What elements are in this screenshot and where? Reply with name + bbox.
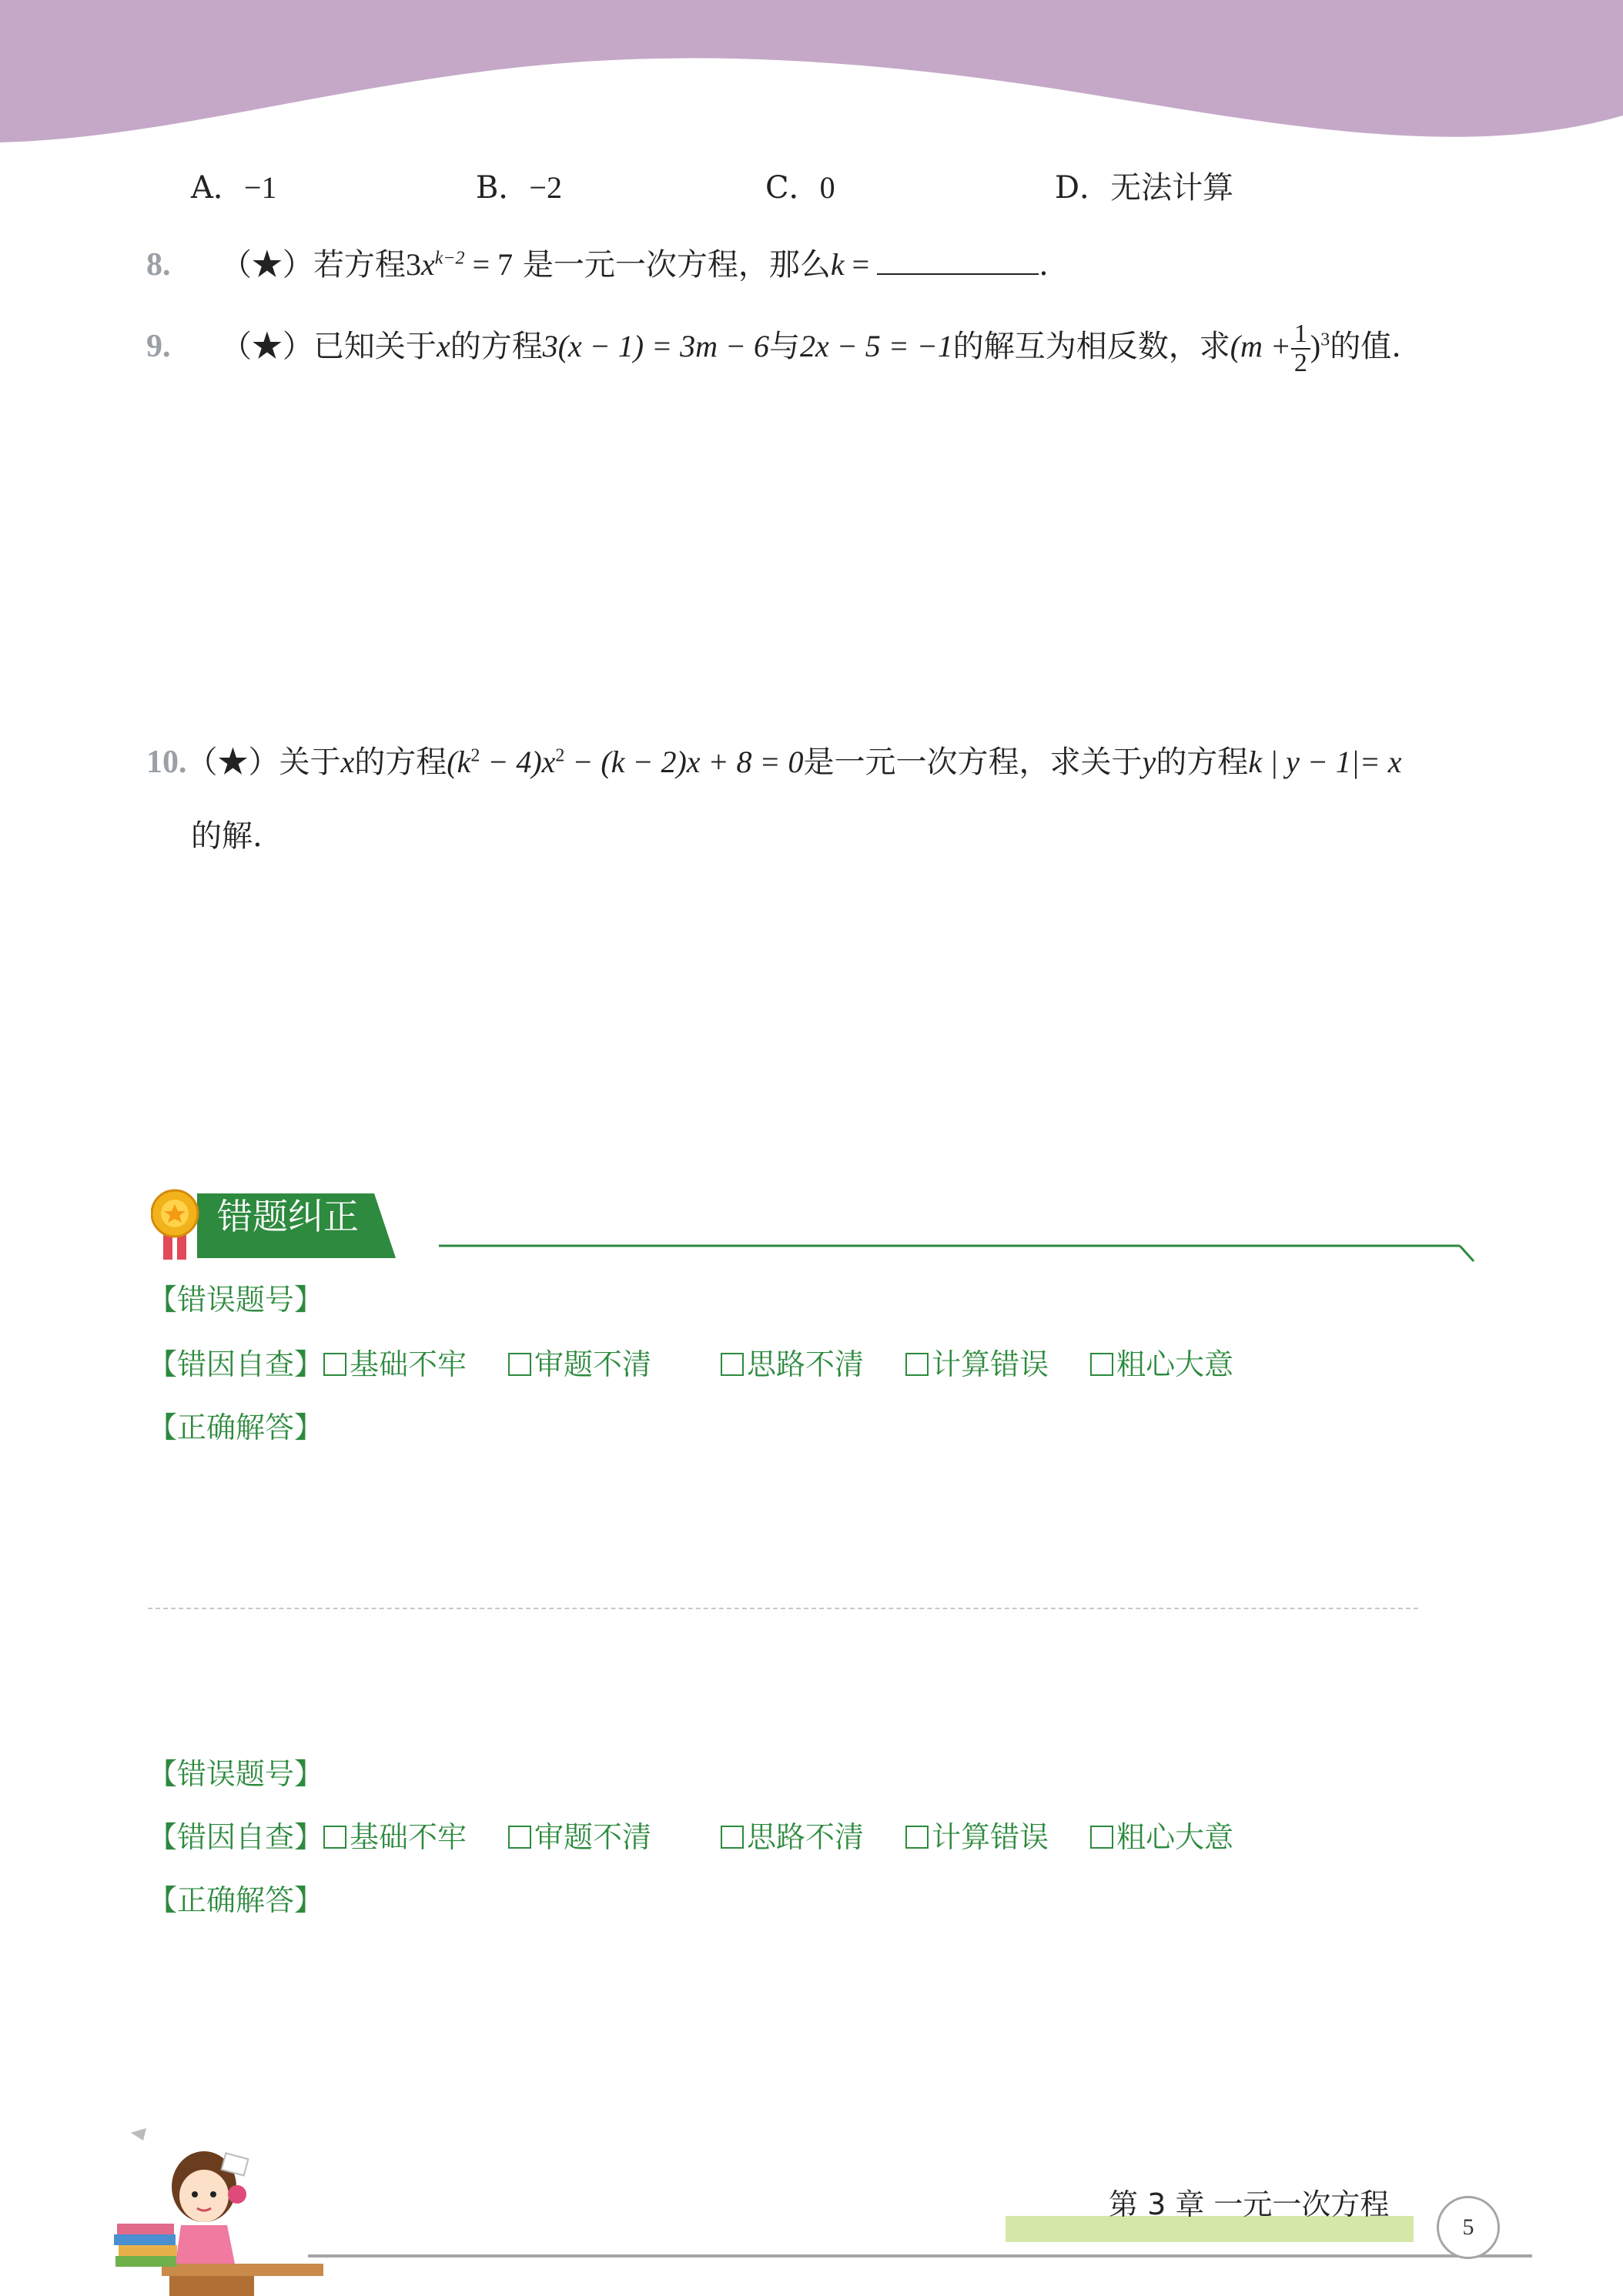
chapter-title: 第 3 章 一元一次方程 — [1109, 2187, 1390, 2221]
checkbox-icon — [905, 1353, 929, 1376]
cause-checkbox[interactable]: 思路不清 — [721, 1816, 864, 1859]
checkbox-icon — [1090, 1826, 1113, 1849]
question-10: 10.（★）关于x的方程$(k^2 - 4)x^2 - (k - 2)x + 8 = 0$是一元一次方程，求关于y的方程k | y − 1|= x — [146, 745, 1402, 780]
error-cause-row — [148, 1343, 1275, 1386]
medal-icon — [151, 1186, 200, 1263]
correct-answer-label: 【正确解答】 — [148, 1411, 324, 1444]
cause-checkbox[interactable]: 基础不牢 — [323, 1343, 467, 1386]
checkbox-icon — [508, 1826, 531, 1849]
checkbox-icon — [1090, 1353, 1113, 1376]
checkbox-icon — [721, 1353, 744, 1376]
error-cause-label: 【错因自查】 — [148, 1347, 324, 1381]
question-number: 10. — [146, 745, 187, 780]
q7-option-a: A．−1 — [191, 170, 277, 206]
cause-checkbox[interactable]: 基础不牢 — [323, 1816, 467, 1859]
cause-checkbox[interactable]: 审题不清 — [508, 1816, 651, 1859]
checkbox-icon — [905, 1826, 929, 1849]
question-number: 8. — [146, 247, 171, 283]
cause-checkbox[interactable]: 粗心大意 — [1090, 1343, 1233, 1386]
cause-checkbox[interactable]: 计算错误 — [905, 1816, 1049, 1859]
error-cause-label: 【错因自查】 — [148, 1820, 324, 1854]
q7-option-c: C．0 — [765, 170, 835, 206]
error-number-label: 【错误题号】 — [148, 1283, 324, 1317]
cause-checkbox[interactable]: 审题不清 — [508, 1343, 651, 1386]
q7-option-d: D．无法计算 — [1055, 170, 1234, 206]
question-8: 8. （★）若方程$3x^{k-2} = 7$ 是一元一次方程，那么k = . — [146, 242, 1049, 288]
checkbox-icon — [323, 1826, 346, 1849]
question-9: 9. （★）已知关于x的方程3(x − 1) = 3m − 6与2x − 5 = −1的解互为相反数，求(m + $\frac{1}{2}$ )$^3$的值. — [146, 320, 1401, 377]
question-number: 9. — [146, 329, 171, 364]
correct-answer-label: 【正确解答】 — [148, 1883, 324, 1917]
checkbox-icon — [323, 1353, 346, 1376]
error-number-label: 【错误题号】 — [148, 1757, 324, 1791]
divider-dashed — [148, 1608, 1418, 1609]
fraction-one-half: $\frac{1}{2}$ — [1291, 320, 1310, 377]
page-number: 5 — [1437, 2196, 1500, 2259]
q7-option-b: B．−2 — [476, 170, 562, 206]
cause-checkbox[interactable]: 计算错误 — [905, 1343, 1049, 1386]
error-cause-row — [148, 1816, 1275, 1859]
cause-checkbox[interactable]: 思路不清 — [721, 1343, 864, 1386]
question-10-line-2: 的解. — [191, 818, 263, 854]
section-title: 错题纠正 — [217, 1196, 359, 1237]
header-wave-banner — [0, 0, 1623, 154]
checkbox-icon — [721, 1826, 744, 1849]
checkbox-icon — [508, 1353, 531, 1376]
cause-checkbox[interactable]: 粗心大意 — [1090, 1816, 1233, 1859]
answer-blank[interactable] — [877, 243, 1039, 275]
